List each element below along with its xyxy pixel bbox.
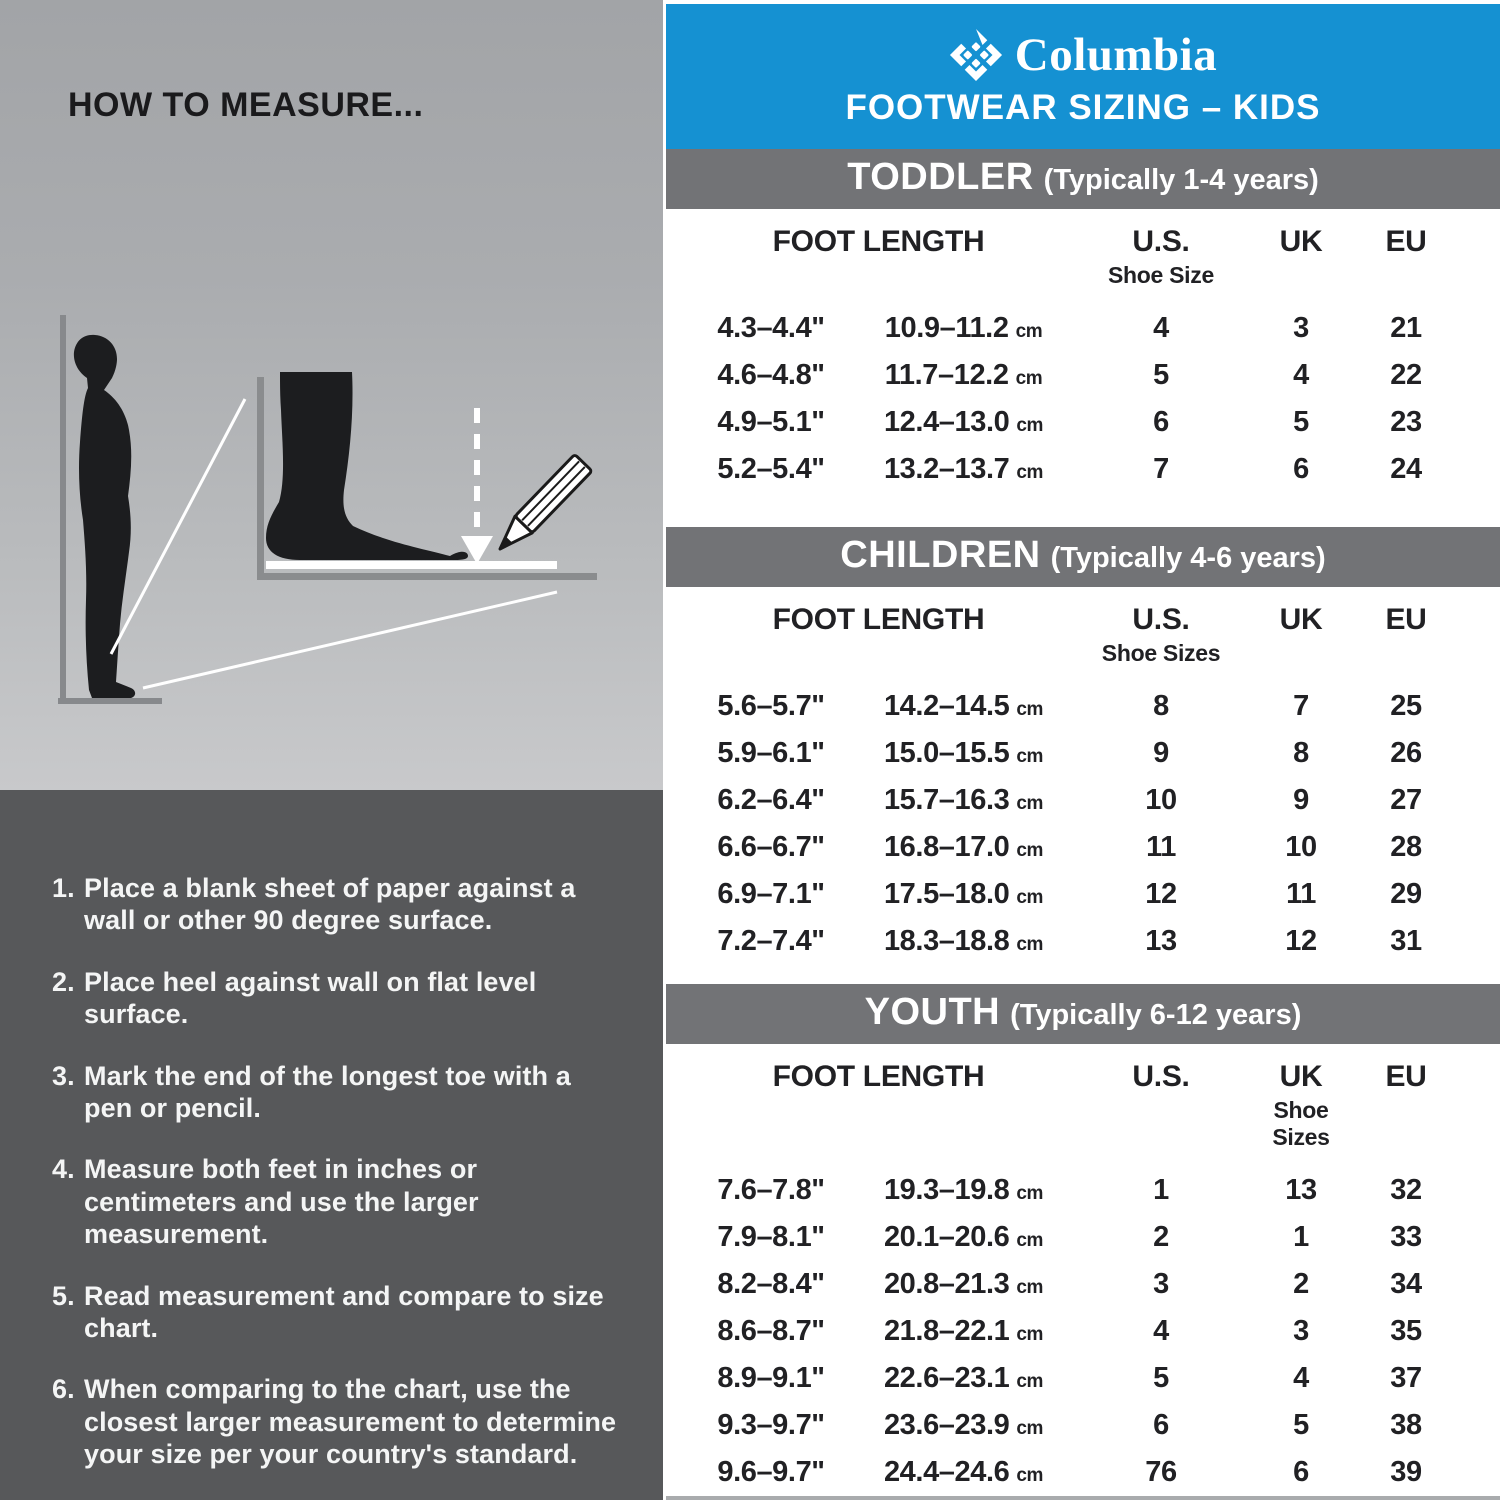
cell-foot-length-cm: 17.5–18.0 cm	[883, 878, 1044, 910]
cell-uk-size: 5	[1293, 406, 1309, 438]
cell-foot-length-inches: 6.2–6.4"	[717, 784, 825, 816]
cell-uk-size: 8	[1293, 737, 1309, 769]
cell-foot-length-inches: 9.6–9.7"	[717, 1456, 825, 1488]
instruction-item	[52, 1153, 625, 1250]
brand-row	[949, 28, 1218, 82]
instruction-number: 5.	[52, 1280, 75, 1311]
cell-foot-length-inches: 4.6–4.8"	[717, 359, 825, 391]
cm-unit-label: cm	[1015, 368, 1043, 389]
how-to-measure-title: HOW TO MEASURE...	[68, 86, 424, 124]
table-row	[666, 1308, 1500, 1355]
brand-name: Columbia	[1014, 28, 1218, 81]
col-foot-length: FOOT LENGTH	[772, 603, 985, 636]
size-table-toddler	[666, 209, 1500, 527]
measuring-illustration	[0, 0, 663, 790]
size-table-youth	[666, 1044, 1500, 1496]
cell-foot-length-inches: 4.3–4.4"	[717, 312, 825, 344]
col-us-label: U.S.	[1132, 225, 1190, 258]
cm-unit-label: cm	[1016, 1183, 1044, 1204]
cell-us-size: 4	[1153, 1315, 1169, 1347]
cell-foot-length-inches: 8.2–8.4"	[717, 1268, 825, 1300]
cm-unit-label: cm	[1016, 699, 1044, 720]
cell-foot-length-cm: 20.1–20.6 cm	[883, 1221, 1044, 1253]
cell-eu-size: 24	[1390, 453, 1422, 485]
cell-foot-length-inches: 5.9–6.1"	[717, 737, 825, 769]
how-to-measure-panel	[0, 0, 663, 1500]
cell-eu-size: 22	[1390, 359, 1422, 391]
table-row	[666, 446, 1500, 493]
corner-wall-line	[257, 377, 264, 580]
cell-foot-length-inches: 7.2–7.4"	[717, 925, 825, 957]
cell-uk-size: 12	[1285, 925, 1317, 957]
cell-uk-size: 2	[1293, 1268, 1309, 1300]
cell-us-size: 1	[1153, 1174, 1169, 1206]
cell-uk-size: 6	[1293, 453, 1309, 485]
zoom-line-upper	[111, 399, 245, 654]
cell-foot-length-cm: 16.8–17.0 cm	[883, 831, 1044, 863]
cell-foot-length-inches: 9.3–9.7"	[717, 1409, 825, 1441]
col-uk	[1251, 1060, 1351, 1151]
table-row	[666, 352, 1500, 399]
col-uk	[1251, 225, 1351, 289]
table-row	[666, 871, 1500, 918]
table-band-subtitle: (Typically 6-12 years)	[1010, 999, 1302, 1031]
cell-eu-size: 32	[1390, 1174, 1422, 1206]
table-band-youth	[666, 984, 1500, 1044]
table-row	[666, 399, 1500, 446]
cell-foot-length-inches: 5.2–5.4"	[717, 453, 825, 485]
instruction-number: 2.	[52, 966, 75, 997]
instructions-list	[52, 872, 625, 1470]
col-uk-label: UK	[1279, 603, 1323, 636]
cm-unit-label: cm	[1016, 462, 1044, 483]
zoom-line-lower	[143, 592, 557, 688]
instruction-text: Measure both feet in inches or centimeters and use the larger measurement.	[84, 1154, 479, 1250]
cell-foot-length-inches: 7.6–7.8"	[717, 1174, 825, 1206]
cell-foot-length-cm: 23.6–23.9 cm	[883, 1409, 1044, 1441]
col-eu: EU	[1385, 225, 1427, 258]
table-header-row	[666, 603, 1500, 667]
cell-uk-size: 4	[1293, 359, 1309, 391]
table-row	[666, 824, 1500, 871]
cell-us-size: 6	[1153, 406, 1169, 438]
cm-unit-label: cm	[1015, 321, 1043, 342]
cell-us-size: 8	[1153, 690, 1169, 722]
col-uk	[1251, 603, 1351, 667]
cell-foot-length-cm: 12.4–13.0 cm	[883, 406, 1044, 438]
col-us	[1071, 1060, 1251, 1151]
col-uk-label: UK	[1279, 1060, 1323, 1093]
cell-eu-size: 37	[1390, 1362, 1422, 1394]
col-eu: EU	[1385, 603, 1427, 636]
cell-us-size: 5	[1153, 1362, 1169, 1394]
instruction-number: 3.	[52, 1060, 75, 1091]
col-us-label: U.S.	[1132, 603, 1190, 636]
col-us	[1071, 603, 1251, 667]
dashed-arrow-head	[461, 536, 493, 564]
cell-eu-size: 25	[1390, 690, 1422, 722]
instruction-item	[52, 966, 625, 1031]
cell-uk-size: 5	[1293, 1409, 1309, 1441]
table-row	[666, 1214, 1500, 1261]
table-band-title: YOUTH	[864, 991, 1001, 1033]
cell-uk-size: 3	[1293, 1315, 1309, 1347]
table-row	[666, 1261, 1500, 1308]
cell-us-size: 4	[1153, 312, 1169, 344]
cell-foot-length-cm: 18.3–18.8 cm	[883, 925, 1044, 957]
table-row	[666, 777, 1500, 824]
cell-us-size: 10	[1145, 784, 1177, 816]
cell-eu-size: 39	[1390, 1456, 1422, 1488]
instruction-number: 6.	[52, 1374, 75, 1405]
pencil-icon	[491, 454, 592, 557]
cell-foot-length-inches: 6.9–7.1"	[717, 878, 825, 910]
cm-unit-label: cm	[1016, 415, 1044, 436]
table-band-toddler	[666, 149, 1500, 209]
col-us	[1071, 225, 1251, 289]
cell-foot-length-cm: 10.9–11.2 cm	[884, 312, 1043, 344]
instruction-number: 4.	[52, 1154, 75, 1185]
cell-foot-length-inches: 8.9–9.1"	[717, 1362, 825, 1394]
cell-uk-size: 7	[1293, 690, 1309, 722]
cm-unit-label: cm	[1016, 746, 1044, 767]
cell-foot-length-cm: 22.6–23.1 cm	[883, 1362, 1044, 1394]
cell-us-size: 2	[1153, 1221, 1169, 1253]
instruction-item	[52, 872, 625, 937]
col-us-sublabel: Shoe Size	[1108, 262, 1214, 288]
cell-us-size: 7	[1153, 453, 1169, 485]
cm-unit-label: cm	[1016, 1465, 1044, 1486]
table-band-title: TODDLER	[847, 156, 1034, 198]
cell-foot-length-cm: 24.4–24.6 cm	[883, 1456, 1044, 1488]
table-row	[666, 305, 1500, 352]
brand-header	[666, 4, 1500, 149]
cell-eu-size: 23	[1390, 406, 1422, 438]
table-band-children	[666, 527, 1500, 587]
cell-foot-length-cm: 21.8–22.1 cm	[883, 1315, 1044, 1347]
cell-eu-size: 38	[1390, 1409, 1422, 1441]
table-row	[666, 1402, 1500, 1449]
col-us-sublabel: Shoe Sizes	[1101, 640, 1221, 666]
cm-unit-label: cm	[1016, 840, 1044, 861]
instructions-panel	[0, 790, 663, 1500]
cell-eu-size: 28	[1390, 831, 1422, 863]
cell-foot-length-cm: 11.7–12.2 cm	[884, 359, 1043, 391]
cm-unit-label: cm	[1016, 1418, 1044, 1439]
cell-foot-length-cm: 15.0–15.5 cm	[883, 737, 1044, 769]
cell-foot-length-inches: 7.9–8.1"	[717, 1221, 825, 1253]
table-row	[666, 1167, 1500, 1214]
instruction-text: Place a blank sheet of paper against a wall or other 90 degree surface.	[84, 873, 576, 936]
cm-unit-label: cm	[1016, 1371, 1044, 1392]
cell-eu-size: 27	[1390, 784, 1422, 816]
cell-eu-size: 33	[1390, 1221, 1422, 1253]
table-header-row	[666, 225, 1500, 289]
bottom-strip	[666, 1496, 1500, 1500]
cell-us-size: 9	[1153, 737, 1169, 769]
cell-foot-length-inches: 5.6–5.7"	[717, 690, 825, 722]
cm-unit-label: cm	[1016, 793, 1044, 814]
instruction-text: Place heel against wall on flat level surface.	[84, 966, 537, 1030]
wall-line	[60, 315, 66, 704]
cell-eu-size: 26	[1390, 737, 1422, 769]
cell-uk-size: 9	[1293, 784, 1309, 816]
cell-us-size: 3	[1153, 1268, 1169, 1300]
instruction-item	[52, 1060, 625, 1125]
instruction-item	[52, 1373, 625, 1470]
cell-us-size: 13	[1145, 925, 1177, 957]
col-uk-sublabel	[1251, 262, 1351, 289]
cell-uk-size: 1	[1293, 1221, 1309, 1253]
col-foot-length: FOOT LENGTH	[772, 1060, 985, 1093]
col-foot-length: FOOT LENGTH	[772, 225, 985, 258]
floor-line	[58, 698, 162, 704]
cell-foot-length-cm: 13.2–13.7 cm	[883, 453, 1044, 485]
cell-eu-size: 31	[1390, 925, 1422, 957]
table-row	[666, 1355, 1500, 1402]
cm-unit-label: cm	[1016, 934, 1044, 955]
cell-foot-length-cm: 14.2–14.5 cm	[883, 690, 1044, 722]
cell-uk-size: 10	[1285, 831, 1317, 863]
cell-foot-length-cm: 19.3–19.8 cm	[883, 1174, 1044, 1206]
cell-us-size: 76	[1145, 1456, 1177, 1488]
sheet-title: FOOTWEAR SIZING – KIDS	[845, 87, 1321, 127]
instruction-item	[52, 1280, 625, 1345]
table-row	[666, 918, 1500, 965]
col-us-label: U.S.	[1132, 1060, 1190, 1093]
instruction-text: Mark the end of the longest toe with a pen or pencil.	[84, 1060, 571, 1123]
cell-us-size: 6	[1153, 1409, 1169, 1441]
paper-line	[266, 561, 557, 569]
cell-uk-size: 13	[1285, 1174, 1317, 1206]
cell-foot-length-cm: 20.8–21.3 cm	[883, 1268, 1044, 1300]
size-tables	[666, 149, 1500, 1496]
col-eu: EU	[1385, 1060, 1427, 1093]
corner-floor-line	[257, 573, 597, 580]
cell-us-size: 5	[1153, 359, 1169, 391]
col-uk-sublabel	[1251, 640, 1351, 667]
cm-unit-label: cm	[1016, 1277, 1044, 1298]
cell-eu-size: 29	[1390, 878, 1422, 910]
cell-us-size: 12	[1145, 878, 1177, 910]
table-row	[666, 683, 1500, 730]
table-header-row	[666, 1060, 1500, 1151]
cm-unit-label: cm	[1016, 1230, 1044, 1251]
col-uk-label: UK	[1279, 225, 1323, 258]
col-uk-sublabel: Shoe Sizes	[1272, 1097, 1330, 1150]
person-silhouette	[74, 335, 135, 698]
foot-silhouette	[266, 372, 468, 560]
table-band-subtitle: (Typically 1-4 years)	[1043, 164, 1319, 196]
cm-unit-label: cm	[1016, 887, 1044, 908]
table-row	[666, 1449, 1500, 1496]
table-band-subtitle: (Typically 4-6 years)	[1050, 542, 1326, 574]
measure-illustration-zone	[0, 0, 663, 790]
cell-eu-size: 21	[1390, 312, 1422, 344]
instruction-text: Read measurement and compare to size chart.	[84, 1280, 604, 1343]
table-row	[666, 730, 1500, 777]
cell-foot-length-inches: 4.9–5.1"	[717, 406, 825, 438]
instruction-number: 1.	[52, 873, 75, 903]
cell-foot-length-cm: 15.7–16.3 cm	[883, 784, 1044, 816]
cell-uk-size: 6	[1293, 1456, 1309, 1488]
cell-eu-size: 35	[1390, 1315, 1422, 1347]
cell-uk-size: 3	[1293, 312, 1309, 344]
columbia-logo-icon	[949, 28, 1003, 82]
cell-eu-size: 34	[1390, 1268, 1422, 1300]
size-table-children	[666, 587, 1500, 984]
sizing-chart-panel	[663, 0, 1500, 1500]
col-us-sublabel	[1071, 1097, 1251, 1124]
table-band-title: CHILDREN	[840, 534, 1041, 576]
cell-us-size: 11	[1146, 831, 1176, 863]
cm-unit-label: cm	[1016, 1324, 1044, 1345]
cell-uk-size: 11	[1286, 878, 1316, 910]
cell-foot-length-inches: 6.6–6.7"	[717, 831, 825, 863]
cell-foot-length-inches: 8.6–8.7"	[717, 1315, 825, 1347]
cell-uk-size: 4	[1293, 1362, 1309, 1394]
instruction-text: When comparing to the chart, use the closest larger measurement to determine your size per your country's standard.	[84, 1374, 617, 1470]
